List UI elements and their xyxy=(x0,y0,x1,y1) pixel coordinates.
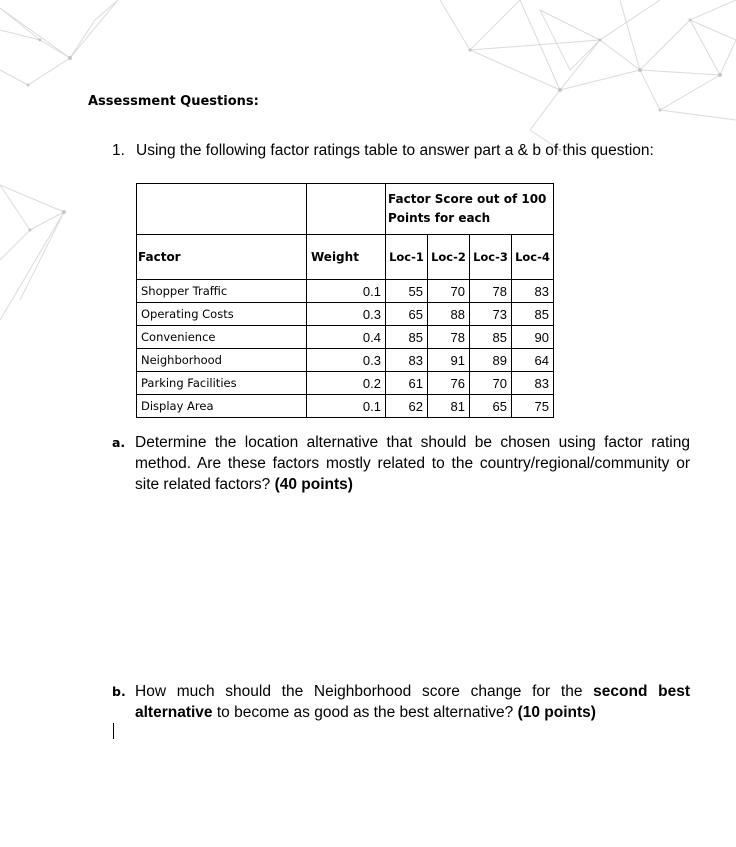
part-a-text xyxy=(135,432,690,495)
score-cell: 65 xyxy=(386,303,428,326)
factor-cell: Shopper Traffic xyxy=(137,280,307,303)
table-header-row-top xyxy=(137,184,554,235)
factor-ratings-table xyxy=(136,183,554,418)
score-cell: 85 xyxy=(512,303,554,326)
loc-3-header: Loc-3 xyxy=(470,235,512,280)
weight-cell: 0.3 xyxy=(307,303,386,326)
score-cell: 64 xyxy=(512,349,554,372)
page-heading: Assessment Questions: xyxy=(88,94,259,109)
weight-cell: 0.4 xyxy=(307,326,386,349)
score-cell: 76 xyxy=(428,372,470,395)
score-cell: 83 xyxy=(512,280,554,303)
part-a-label: a. xyxy=(112,435,126,450)
factor-cell: Convenience xyxy=(137,326,307,349)
part-b-question-2: to become as good as the best alternative? xyxy=(216,704,514,721)
table-row xyxy=(137,280,554,303)
table-header-row xyxy=(137,235,554,280)
loc-4-header: Loc-4 xyxy=(512,235,554,280)
score-cell: 62 xyxy=(386,395,428,418)
weight-column-header: Weight xyxy=(307,235,386,280)
factor-cell: Neighborhood xyxy=(137,349,307,372)
table-row xyxy=(137,303,554,326)
factor-cell: Operating Costs xyxy=(137,303,307,326)
score-cell: 85 xyxy=(386,326,428,349)
score-cell: 91 xyxy=(428,349,470,372)
factor-cell: Parking Facilities xyxy=(137,372,307,395)
score-cell: 81 xyxy=(428,395,470,418)
score-cell: 78 xyxy=(428,326,470,349)
score-header: Factor Score out of 100 Points for each xyxy=(386,184,554,235)
factor-cell: Display Area xyxy=(137,395,307,418)
score-cell: 83 xyxy=(386,349,428,372)
text-cursor[interactable] xyxy=(113,723,114,739)
table-blank-cell xyxy=(307,184,386,235)
score-cell: 70 xyxy=(470,372,512,395)
weight-cell: 0.1 xyxy=(307,395,386,418)
score-cell: 73 xyxy=(470,303,512,326)
score-cell: 78 xyxy=(470,280,512,303)
weight-cell: 0.2 xyxy=(307,372,386,395)
table-blank-cell xyxy=(137,184,307,235)
score-cell: 75 xyxy=(512,395,554,418)
part-a xyxy=(112,432,690,495)
table-row xyxy=(137,395,554,418)
part-b-label: b. xyxy=(112,684,126,699)
factor-column-header: Factor xyxy=(137,235,307,280)
table-row xyxy=(137,372,554,395)
part-a-question: Determine the location alternative that should be chosen using factor rating method. Are these factors mostly related to the country/regional/community or site related factors? xyxy=(135,434,690,493)
table-row xyxy=(137,349,554,372)
score-cell: 83 xyxy=(512,372,554,395)
weight-cell: 0.1 xyxy=(307,280,386,303)
score-cell: 89 xyxy=(470,349,512,372)
part-b-points: (10 points) xyxy=(517,704,596,721)
score-cell: 61 xyxy=(386,372,428,395)
question-1 xyxy=(112,142,654,160)
weight-cell: 0.3 xyxy=(307,349,386,372)
part-b-text xyxy=(135,681,690,723)
loc-1-header: Loc-1 xyxy=(386,235,428,280)
score-cell: 70 xyxy=(428,280,470,303)
score-cell: 65 xyxy=(470,395,512,418)
loc-2-header: Loc-2 xyxy=(428,235,470,280)
score-cell: 88 xyxy=(428,303,470,326)
part-b-question-1: How much should the Neighborhood score change for the xyxy=(135,683,583,700)
score-cell: 55 xyxy=(386,280,428,303)
part-b-emphasis: second best alternative xyxy=(135,683,691,721)
table-row xyxy=(137,326,554,349)
part-b xyxy=(112,681,690,723)
question-1-text: Using the following factor ratings table to answer part a & b of this question: xyxy=(136,142,654,159)
score-cell: 90 xyxy=(512,326,554,349)
question-1-number: 1. xyxy=(112,142,125,159)
score-cell: 85 xyxy=(470,326,512,349)
part-a-points: (40 points) xyxy=(274,476,353,493)
